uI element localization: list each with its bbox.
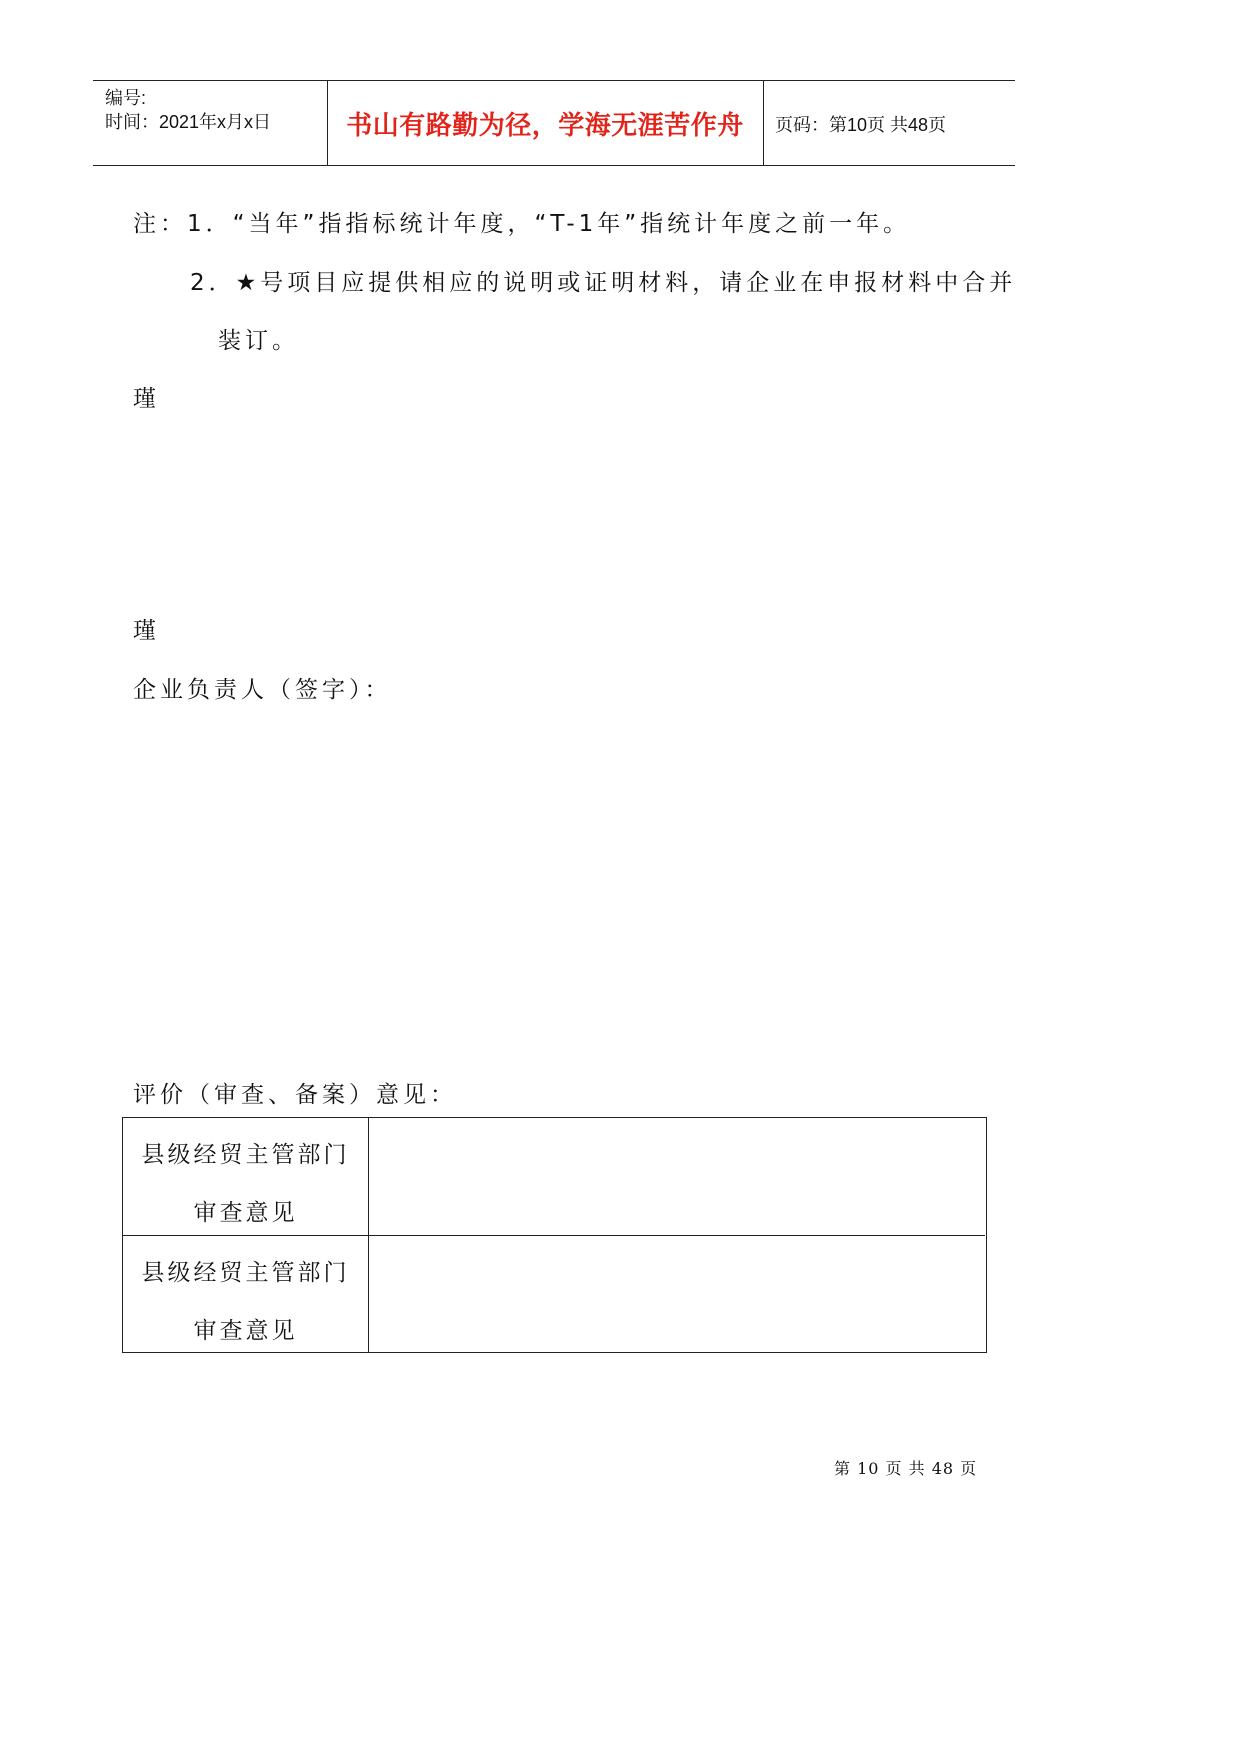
signature-label: 企业负责人（签字）： [133,677,392,703]
review-department: 县级经贸主管部门 [141,1142,350,1168]
review-opinion-label: 审查意见 [193,1318,298,1344]
note-1: 注：1．“当年”指指标统计年度，“T-1年”指统计年度之前一年。 [133,211,911,237]
review-opinion-field[interactable] [369,1118,985,1235]
document-number-label: 编号: [105,88,147,108]
review-table [122,1117,987,1353]
review-opinion-field[interactable] [369,1236,985,1353]
document-time: 时间：2021年x月x日 [105,112,272,132]
header-divider [763,81,764,165]
review-row [123,1118,985,1235]
stray-character: 瑾 [133,618,160,644]
header-meta [93,81,327,165]
page-header [93,80,1015,166]
page-footer: 第 10 页 共 48 页 [834,1459,978,1478]
review-title: 评价（审查、备案）意见： [133,1082,457,1108]
review-row-label [123,1236,369,1353]
note-2-line-2: 装订。 [218,328,299,354]
review-opinion-label: 审查意见 [193,1200,298,1226]
review-department: 县级经贸主管部门 [141,1260,350,1286]
review-row-label [123,1118,369,1235]
header-page-info: 页码：第10页 共48页 [775,115,947,135]
header-motto: 书山有路勤为径，学海无涯苦作舟 [346,110,744,141]
note-2-line-1: 2．★号项目应提供相应的说明或证明材料，请企业在申报材料中合并 [190,270,1017,296]
stray-character: 瑾 [133,386,160,412]
review-row [123,1235,985,1353]
